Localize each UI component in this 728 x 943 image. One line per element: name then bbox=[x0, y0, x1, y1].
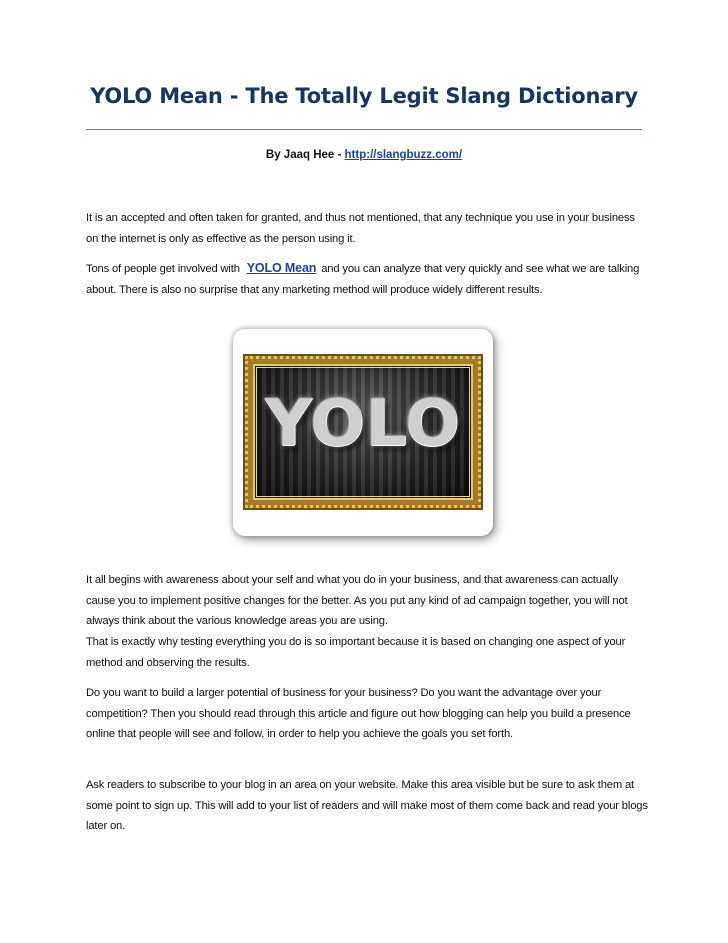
byline-link[interactable]: http://slangbuzz.com/ bbox=[344, 149, 463, 161]
yolo-image-text: YOLO bbox=[265, 387, 461, 461]
paragraph-1: It is an accepted and often taken for granted, and thus not mentioned, that any technique you use in your business on the internet is only as effective as the person using it. bbox=[86, 212, 635, 245]
document-title: YOLO Mean - The Totally Legit Slang Dictionary bbox=[90, 84, 638, 108]
byline-author: By Jaaq Hee - bbox=[265, 149, 345, 161]
title-underline-rule bbox=[86, 129, 642, 130]
gold-picture-frame bbox=[245, 356, 481, 508]
paragraph-5: Do you want to build a larger potential of business for your business? Do you want the advantage over your competition? Then you should read through this article and figure out how blogging can help you build a presence online that people will see and follow, in order to help you achieve the goals you set forth. bbox=[86, 687, 631, 740]
byline bbox=[86, 149, 642, 161]
paragraph-2 bbox=[86, 258, 648, 300]
paragraph-4: That is exactly why testing everything you do is so important because it is based on changing one aspect of your method and observing the results. bbox=[86, 636, 626, 669]
yolo-image bbox=[233, 329, 493, 536]
yolo-mean-link[interactable]: YOLO Mean bbox=[246, 261, 317, 275]
paragraph-6: Ask readers to subscribe to your blog in an area on your website. Make this area visible but be sure to ask them at some point to sign up. This will add to your list of readers and will make most of them come back and read your blogs later on. bbox=[86, 779, 648, 832]
paragraph-2-end: and you can analyze that very quickly and see what we are talking about. There is also no surprise that any marketing method will produce widely different results. bbox=[86, 263, 640, 296]
paragraph-2-start: Tons of people get involved with bbox=[86, 263, 243, 275]
paragraph-3: It all begins with awareness about your self and what you do in your business, and that awareness can actually cause you to implement positive changes for the better. As you put any kind of ad campaign together, you will not always think about the various knowledge areas you are using. bbox=[86, 574, 628, 627]
